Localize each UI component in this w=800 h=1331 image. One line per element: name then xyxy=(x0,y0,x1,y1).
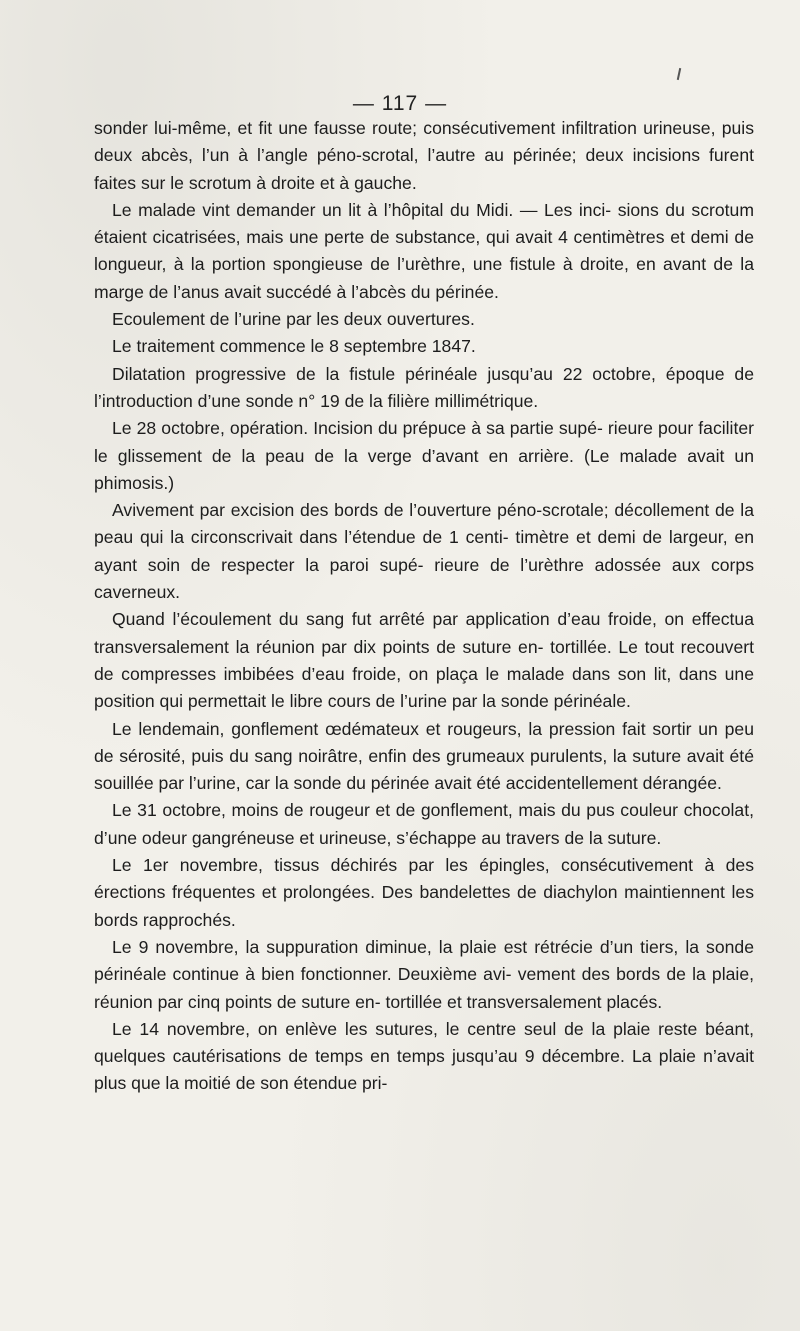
paragraph-11: Le 1er novembre, tissus déchirés par les épingles, consécutivement à des érections fréquentes et prolongées. Des bandelettes de diachylon maintiennent les bords rapprochés. xyxy=(94,855,754,930)
paragraph-7: Avivement par excision des bords de l’ouverture péno-scrotale; décollement de la peau qui la circonscrivait dans l’étendue de 1 centi- timètre et demi de largeur, en ayant soin de respecter la paroi supé- rieure de l’urèthre adossée aux corps caverneux. xyxy=(94,500,754,603)
page-number: — 117 — xyxy=(352,92,448,115)
paragraph-12: Le 9 novembre, la suppuration diminue, la plaie est rétrécie d’un tiers, la sonde périnéale continue à bien fonctionner. Deuxième avi- vement des bords de la plaie, réunion par cinq points de suture en- tortillée et transversalement placés. xyxy=(94,936,754,1012)
paragraph-6: Le 28 octobre, opération. Incision du prépuce à sa partie supé- rieure pour faciliter le glissement de la peau de la verge d’avant en arrière. (Le malade avait un phimosis.) xyxy=(94,418,754,493)
paragraph-2: Le malade vint demander un lit à l’hôpital du Midi. — Les inci- sions du scrotum étaient cicatrisées, mais une perte de substance, qui avait 4 centimètres et demi de longueur, à la portion spongieuse de l’urèthre, une fistule à droite, en avant de la marge de l’anus avait succédé à l’abcès du périnée. xyxy=(94,199,754,302)
paragraph-9: Le lendemain, gonflement œdémateux et rougeurs, la pression fait sortir un peu de sérosité, puis du sang noirâtre, enfin des grumeaux purulents, la suture avait été souillée par l’urine, car la sonde du périnée avait été accidentellement dérangée. xyxy=(94,718,754,794)
paragraph-8: Quand l’écoulement du sang fut arrêté par application d’eau froide, on effectua transversalement la réunion par dix points de suture en- tortillée. Le tout recouvert de compresses imbibées d’eau froide, on plaça le malade dans son lit, dans une position qui permettait le libre cours de l’urine par la sonde périnéale. xyxy=(94,609,754,712)
paragraph-4: Le traitement commence le 8 septembre 1847. xyxy=(112,336,476,357)
paragraph-10: Le 31 octobre, moins de rougeur et de gonflement, mais du pus couleur chocolat, d’une odeur gangréneuse et urineuse, s’échappe au travers de la suture. xyxy=(94,800,754,848)
paragraph-13: Le 14 novembre, on enlève les sutures, le centre seul de la plaie reste béant, quelques cautérisations de temps en temps jusqu’au 9 décembre. La plaie n’avait plus que la moitié de son étendue pri- xyxy=(94,1018,754,1094)
body-text xyxy=(94,115,754,1098)
paragraph-1: sonder lui-même, et fit une fausse route; consécutivement infiltration urineuse, puis deux abcès, l’un à l’angle péno-scrotal, l’autre au périnée; deux incisions furent faites sur le scrotum à droite et à gauche. xyxy=(94,118,754,193)
stray-ink-mark xyxy=(677,68,681,80)
paragraph-5: Dilatation progressive de la fistule périnéale jusqu’au 22 octobre, époque de l’introduction d’une sonde n° 19 de la filière millimétrique. xyxy=(94,363,754,411)
paragraph-3: Ecoulement de l’urine par les deux ouvertures. xyxy=(112,309,475,330)
